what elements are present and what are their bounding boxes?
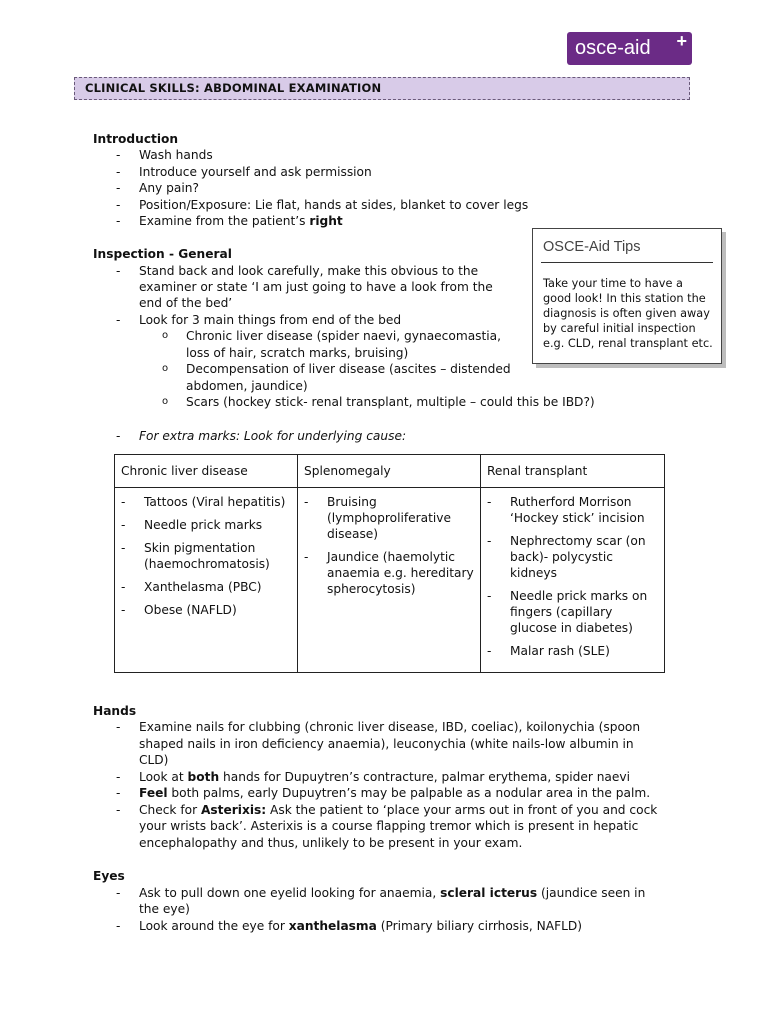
table-header-splenomegaly: Splenomegaly xyxy=(298,455,481,488)
list-item: examiner or state ‘I am just going to have a look from the xyxy=(139,280,493,294)
eyes-heading: Eyes xyxy=(93,869,125,883)
list-item: Look for 3 main things from end of the bed xyxy=(139,313,402,327)
list-item: Wash hands xyxy=(139,148,213,162)
list-item: - Needle prick marks xyxy=(121,517,291,533)
list-item: end of the bed’ xyxy=(139,296,233,310)
table-header-row xyxy=(115,455,665,488)
list-item: the eye) xyxy=(139,902,190,916)
list-item: Examine from the patient’s right xyxy=(139,214,343,228)
title-banner xyxy=(74,77,690,100)
list-item: Stand back and look carefully, make this obvious to the xyxy=(139,264,479,278)
logo-plus: + xyxy=(676,31,687,51)
list-item: encephalopathy and thus, unlikely to be present in your exam. xyxy=(139,836,523,850)
list-item: Look at both hands for Dupuytren’s contracture, palmar erythema, spider naevi xyxy=(139,770,631,784)
osce-aid-logo xyxy=(567,32,692,65)
page-title: CLINICAL SKILLS: ABDOMINAL EXAMINATION xyxy=(85,81,382,95)
list-item: - Needle prick marks on fingers (capillary glucose in diabetes) xyxy=(487,588,658,636)
extra-marks-note: For extra marks: Look for underlying cause: xyxy=(139,429,407,443)
osce-aid-tips-box xyxy=(532,228,722,364)
list-item: your wrists back’. Asterixis is a course flapping tremor which is present in hepatic xyxy=(139,819,639,833)
tips-title: OSCE-Aid Tips xyxy=(543,239,641,255)
hands-heading: Hands xyxy=(93,704,137,718)
list-item: - Rutherford Morrison ‘Hockey stick’ incision xyxy=(487,494,658,526)
list-item: Examine nails for clubbing (chronic liver disease, IBD, coeliac), koilonychia (spoon xyxy=(139,720,641,734)
sub-list-item: Scars (hockey stick- renal transplant, multiple – could this be IBD?) xyxy=(186,395,595,409)
list-item: shaped nails in iron deficiency anaemia), leuconychia (white nails-low albumin in xyxy=(139,737,634,751)
table-header-renal-transplant: Renal transplant xyxy=(481,455,665,488)
list-item: - Malar rash (SLE) xyxy=(487,643,658,659)
bullet-icon: o xyxy=(162,396,169,407)
inspection-heading: Inspection - General xyxy=(93,247,232,261)
tips-body: Take your time to have a good look! In this station the diagnosis is often given away by careful initial inspection e.g. CLD, renal transplant etc. xyxy=(543,277,713,350)
table-row xyxy=(115,488,665,673)
list-item: - Nephrectomy scar (on back)- polycystic kidneys xyxy=(487,533,658,581)
list-item: - Bruising (lymphoproliferative disease) xyxy=(304,494,474,542)
intro-heading: Introduction xyxy=(93,132,179,146)
list-item: - Tattoos (Viral hepatitis) xyxy=(121,494,291,510)
underlying-cause-table xyxy=(114,454,665,673)
sub-list-item: loss of hair, scratch marks, bruising) xyxy=(186,346,409,360)
table-cell xyxy=(115,488,298,673)
sub-list-item: Chronic liver disease (spider naevi, gynaecomastia, xyxy=(186,329,502,343)
list-item: Look around the eye for xanthelasma (Primary biliary cirrhosis, NAFLD) xyxy=(139,919,583,933)
sub-list-item: Decompensation of liver disease (ascites – distended xyxy=(186,362,511,376)
table-cell xyxy=(298,488,481,673)
bullet-icon: o xyxy=(162,330,169,341)
list-item: Position/Exposure: Lie flat, hands at sides, blanket to cover legs xyxy=(139,198,529,212)
list-item: Check for Asterixis: Ask the patient to ‘place your arms out in front of you and cock xyxy=(139,803,658,817)
list-item: Any pain? xyxy=(139,181,199,195)
sub-list-item: abdomen, jaundice) xyxy=(186,379,308,393)
list-item: - Xanthelasma (PBC) xyxy=(121,579,291,595)
list-item: - Jaundice (haemolytic anaemia e.g. hereditary spherocytosis) xyxy=(304,549,474,597)
tips-divider xyxy=(541,262,713,263)
bullet-icon: o xyxy=(162,363,169,374)
list-item: Introduce yourself and ask permission xyxy=(139,165,372,179)
list-item: - Obese (NAFLD) xyxy=(121,602,291,618)
list-item: Ask to pull down one eyelid looking for anaemia, scleral icterus (jaundice seen in xyxy=(139,886,646,900)
list-item: CLD) xyxy=(139,753,169,767)
table-cell xyxy=(481,488,665,673)
logo-text: osce-aid xyxy=(575,37,651,59)
table-header-chronic-liver-disease: Chronic liver disease xyxy=(115,455,298,488)
list-item: - Skin pigmentation (haemochromatosis) xyxy=(121,540,291,572)
list-item: Feel both palms, early Dupuytren’s may be palpable as a nodular area in the palm. xyxy=(139,786,651,800)
